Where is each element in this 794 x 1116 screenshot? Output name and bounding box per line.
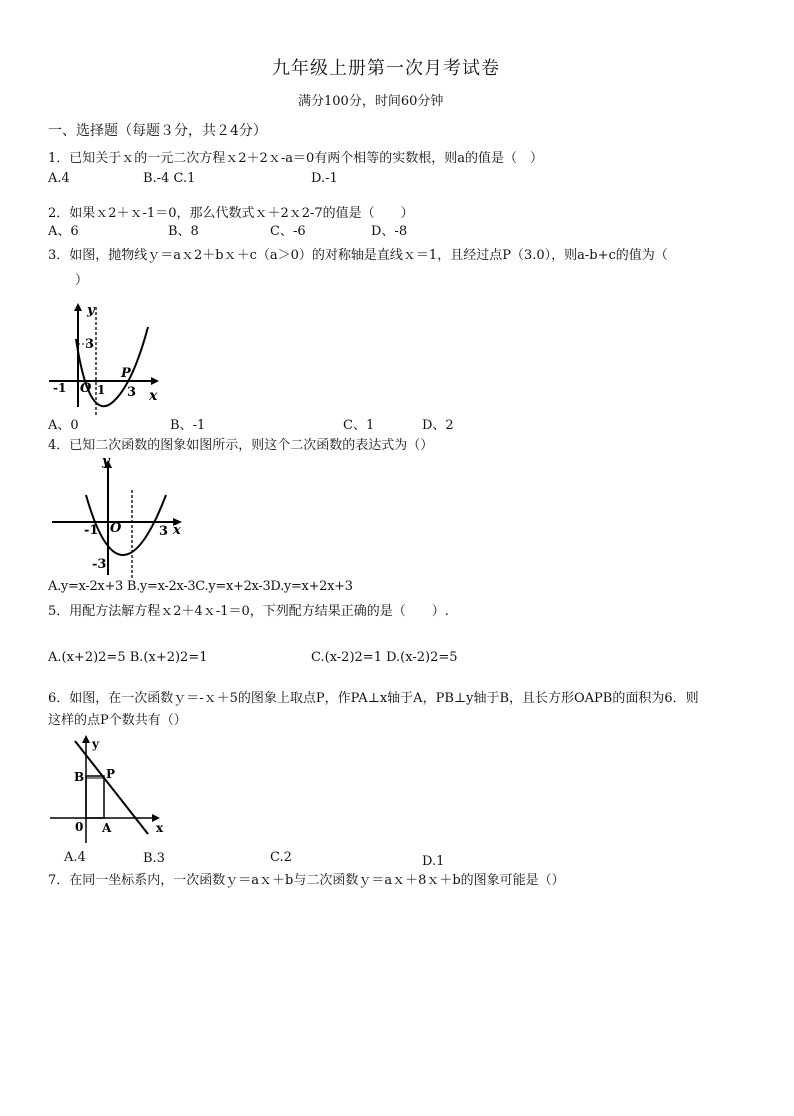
q3-tick-1: 1 (97, 383, 106, 397)
q1-option-a: A.4 (48, 171, 70, 186)
q2-option-a: A、6 (48, 224, 79, 239)
q3-y-label: y (87, 303, 95, 318)
q3-tick-3-y: 3 (85, 337, 95, 352)
q3-parabola-graph (45, 297, 175, 422)
page-title: 九年级上册第一次月考试卷 (272, 58, 500, 79)
question-6-stem-line2: 这样的点P个数共有（） (48, 713, 187, 728)
q4-y-label: y (102, 454, 110, 469)
page-subtitle: 满分100分，时间60分钟 (298, 94, 444, 109)
q4-x-label: x (173, 523, 181, 538)
q1-option-bc: B.-4 C.1 (143, 171, 196, 186)
q3-point-p: P (121, 366, 131, 381)
q3-option-c: C、1 (343, 418, 375, 433)
q1-option-d: D.-1 (311, 171, 338, 186)
q6-option-a: A.4 (64, 850, 86, 865)
q5-options-ab: A.(x+2)2=5 B.(x+2)2=1 (48, 650, 208, 665)
q5-options-cd: C.(x-2)2=1 D.(x-2)2=5 (311, 650, 458, 665)
question-7-stem: 7．在同一坐标系内，一次函数ｙ＝aｘ＋b与二次函数ｙ＝aｘ＋8ｘ＋b的图象可能是（） (48, 873, 565, 888)
q6-option-c: C.2 (270, 850, 292, 865)
q4-tick-neg3: -3 (92, 557, 107, 572)
q2-option-d: D、-8 (371, 224, 408, 239)
q6-label-b: B (74, 770, 85, 784)
q4-tick-3: 3 (159, 524, 169, 539)
q6-label-p: P (106, 767, 116, 781)
q3-tick-3-x: 3 (127, 385, 137, 400)
question-5-stem: 5．用配方法解方程ｘ2＋4ｘ-1＝0，下列配方结果正确的是（ ）. (48, 604, 449, 619)
q4-origin: O (110, 521, 122, 536)
q6-option-b: B.3 (143, 851, 165, 866)
question-3-stem-cont: ） (75, 273, 89, 288)
q4-tick-neg1: -1 (84, 523, 99, 538)
q6-option-d: D.1 (422, 854, 445, 869)
question-1-stem: 1．已知关于ｘ的一元二次方程ｘ2＋2ｘ-a＝0有两个相等的实数根，则a的值是（ ） (48, 151, 543, 166)
q6-x-label: x (156, 821, 164, 835)
q2-option-b: B、8 (168, 224, 199, 239)
q2-option-c: C、-6 (270, 224, 306, 239)
q6-label-a: A (102, 821, 112, 835)
q3-tick-neg1: -1 (53, 381, 67, 395)
question-3-stem: 3．如图，抛物线ｙ＝aｘ2＋bｘ＋c（a＞0）的对称轴是直线ｘ＝1，且经过点P（3.0），则a-b+c的值为（ (48, 248, 668, 263)
q6-linear-graph (48, 733, 178, 848)
q3-option-d: D、2 (422, 418, 454, 433)
q6-label-o: 0 (75, 820, 84, 834)
q4-options: A.y=x-2x+3 B.y=x-2x-3C.y=x+2x-3D.y=x+2x+3 (48, 579, 353, 594)
q3-option-a: A、0 (48, 418, 79, 433)
question-6-stem-line1: 6．如图，在一次函数ｙ＝-ｘ＋5的图象上取点P，作PA⊥x轴于A，PB⊥y轴于B，且长方形OAPB的面积为6．则 (48, 691, 699, 706)
question-2-stem: 2．如果ｘ2＋ｘ-1＝0，那么代数式ｘ＋2ｘ2-7的值是（ ） (48, 206, 414, 221)
q3-x-label: x (149, 388, 158, 404)
question-4-stem: 4．已知二次函数的图象如图所示，则这个二次函数的表达式为（） (48, 438, 434, 453)
q6-y-label: y (92, 737, 99, 751)
q4-parabola-graph (48, 455, 198, 580)
q3-option-b: B、-1 (170, 418, 206, 433)
section-heading: 一、选择题（每题３分，共２4分） (48, 123, 267, 139)
q3-origin: O (80, 381, 92, 396)
